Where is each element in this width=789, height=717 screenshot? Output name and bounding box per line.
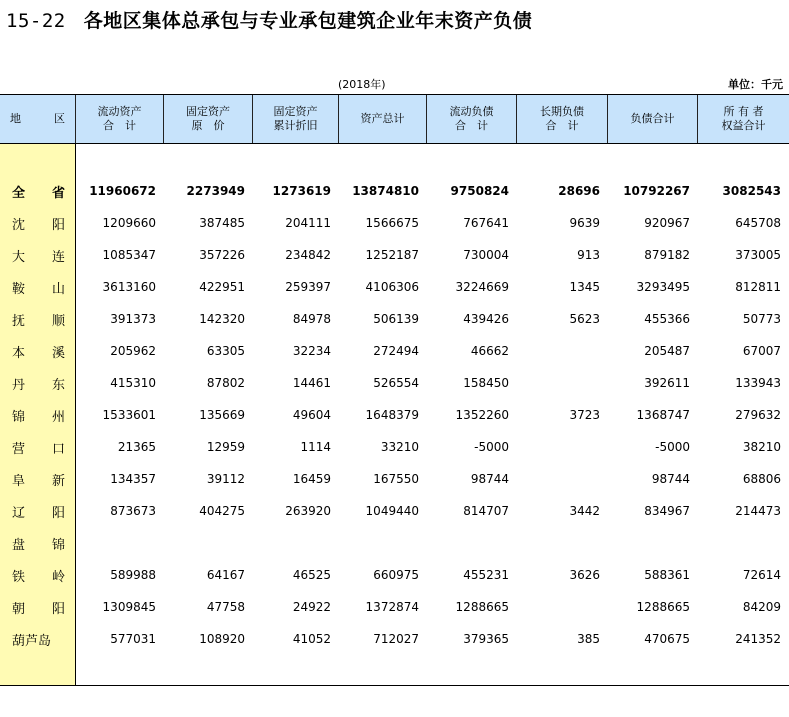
region-label: 铁 岭 (12, 569, 65, 585)
table-cell: 32234 (292, 344, 331, 358)
table-cell: 39112 (206, 472, 245, 486)
region-column (0, 144, 76, 685)
table-cell: 98744 (651, 472, 690, 486)
table-cell: 46525 (292, 568, 331, 582)
page-title (6, 6, 532, 33)
table-cell: 577031 (110, 632, 156, 646)
table-row (76, 175, 789, 207)
table-cell: 913 (577, 248, 600, 262)
table-cell: 234842 (285, 248, 331, 262)
table-cell: 1273619 (272, 184, 331, 198)
table-cell: 1288665 (455, 600, 509, 614)
table-cell: 13874810 (352, 184, 419, 198)
table-header (0, 94, 789, 144)
table-cell: 526554 (373, 376, 419, 390)
table-cell: -5000 (474, 440, 509, 454)
table-cell: 1049440 (365, 504, 419, 518)
table-row (76, 207, 789, 239)
table-cell: 10792267 (623, 184, 690, 198)
table-cell: 404275 (199, 504, 245, 518)
header-total-assets: 资产总计 (339, 95, 427, 143)
table-row (76, 335, 789, 367)
table-cell: 108920 (199, 632, 245, 646)
table-cell: 214473 (735, 504, 781, 518)
table-cell: 3082543 (722, 184, 781, 198)
header-accumulated-depreciation: 固定资产 累计折旧 (253, 95, 339, 143)
region-label: 全 省 (12, 185, 65, 201)
table-cell: 1352260 (455, 408, 509, 422)
table-cell: 392611 (644, 376, 690, 390)
table-cell: 68806 (742, 472, 781, 486)
header-current-liabilities: 流动负债 合 计 (427, 95, 517, 143)
table-cell: 439426 (463, 312, 509, 326)
table-cell: 21365 (117, 440, 156, 454)
table-cell: 14461 (292, 376, 331, 390)
table-row (76, 527, 789, 559)
table-body (0, 144, 789, 686)
table-cell: 158450 (463, 376, 509, 390)
table-cell: 72614 (742, 568, 781, 582)
table-cell: 470675 (644, 632, 690, 646)
table-cell: 47758 (206, 600, 245, 614)
table-cell: 241352 (735, 632, 781, 646)
table-cell: 272494 (373, 344, 419, 358)
table-cell: 588361 (644, 568, 690, 582)
table-cell: 455366 (644, 312, 690, 326)
table-cell: 49604 (292, 408, 331, 422)
data-table (0, 94, 789, 686)
table-cell: 3293495 (636, 280, 690, 294)
table-cell: 645708 (735, 216, 781, 230)
table-cell: 134357 (110, 472, 156, 486)
region-label: 本 溪 (12, 345, 65, 361)
table-cell: 1288665 (636, 600, 690, 614)
table-row (76, 495, 789, 527)
table-cell: 3442 (569, 504, 600, 518)
table-cell: 506139 (373, 312, 419, 326)
table-cell: 46662 (470, 344, 509, 358)
header-owners-equity: 所 有 者 权益合计 (721, 105, 766, 132)
table-cell: 767641 (463, 216, 509, 230)
table-cell: 660975 (373, 568, 419, 582)
table-cell: 1368747 (636, 408, 690, 422)
table-cell: 834967 (644, 504, 690, 518)
table-cell: 2273949 (186, 184, 245, 198)
table-cell: 1252187 (365, 248, 419, 262)
region-label: 朝 阳 (12, 601, 65, 617)
table-cell: 259397 (285, 280, 331, 294)
header-long-term-liabilities: 长期负债 合 计 (517, 95, 608, 143)
table-cell: 422951 (199, 280, 245, 294)
region-label: 鞍 山 (12, 281, 65, 297)
table-cell: 33210 (380, 440, 419, 454)
table-row (76, 303, 789, 335)
table-row (76, 431, 789, 463)
region-label: 营 口 (12, 441, 65, 457)
table-cell: 133943 (735, 376, 781, 390)
table-cell: 373005 (735, 248, 781, 262)
region-label: 盘 锦 (12, 537, 65, 553)
table-cell: 357226 (199, 248, 245, 262)
table-cell: 1566675 (365, 216, 419, 230)
table-cell: 87802 (206, 376, 245, 390)
table-cell: 16459 (292, 472, 331, 486)
table-cell: 1085347 (102, 248, 156, 262)
unit-label: 单位：千元 (728, 78, 783, 91)
header-region: 地 区 (0, 95, 76, 143)
table-cell: 167550 (373, 472, 419, 486)
table-cell: 3224669 (455, 280, 509, 294)
table-cell: 63305 (206, 344, 245, 358)
table-cell: 67007 (742, 344, 781, 358)
table-cell: 415310 (110, 376, 156, 390)
region-label: 锦 州 (12, 409, 65, 425)
table-cell: 205487 (644, 344, 690, 358)
table-row (76, 239, 789, 271)
table-cell: 38210 (742, 440, 781, 454)
table-cell: 385 (577, 632, 600, 646)
region-label: 大 连 (12, 249, 65, 265)
region-label: 丹 东 (12, 377, 65, 393)
header-total-liabilities: 负债合计 (608, 95, 698, 143)
table-row (76, 623, 789, 655)
table-row (76, 559, 789, 591)
table-cell: 1648379 (365, 408, 419, 422)
table-cell: 814707 (463, 504, 509, 518)
table-cell: 387485 (199, 216, 245, 230)
year-label: (2018年) (338, 78, 386, 91)
table-cell: 24922 (292, 600, 331, 614)
table-row (76, 271, 789, 303)
table-cell: 263920 (285, 504, 331, 518)
region-label: 辽 阳 (12, 505, 65, 521)
table-cell: 64167 (206, 568, 245, 582)
table-cell: 98744 (470, 472, 509, 486)
table-cell: 1372874 (365, 600, 419, 614)
table-cell: 812811 (735, 280, 781, 294)
table-cell: 205962 (110, 344, 156, 358)
header-current-assets: 流动资产 合 计 (76, 95, 164, 143)
table-cell: 135669 (199, 408, 245, 422)
table-cell: 9750824 (450, 184, 509, 198)
table-cell: 379365 (463, 632, 509, 646)
header-fixed-assets-original: 固定资产 原 价 (164, 95, 253, 143)
table-cell: 28696 (558, 184, 600, 198)
table-cell: 730004 (463, 248, 509, 262)
table-title: 各地区集体总承包与专业承包建筑企业年末资产负债 (83, 10, 533, 32)
table-cell: 9639 (569, 216, 600, 230)
table-cell: 279632 (735, 408, 781, 422)
values-area (76, 144, 789, 685)
table-row (76, 463, 789, 495)
table-cell: 920967 (644, 216, 690, 230)
region-label: 葫芦岛 (12, 633, 52, 649)
table-cell: 712027 (373, 632, 419, 646)
table-row (76, 591, 789, 623)
table-cell: 589988 (110, 568, 156, 582)
table-cell: -5000 (655, 440, 690, 454)
table-cell: 391373 (110, 312, 156, 326)
table-cell: 1533601 (102, 408, 156, 422)
table-cell: 1114 (300, 440, 331, 454)
region-label: 沈 阳 (12, 217, 65, 233)
table-row (76, 367, 789, 399)
table-cell: 3613160 (102, 280, 156, 294)
table-cell: 142320 (199, 312, 245, 326)
table-number: 15-22 (6, 10, 66, 32)
region-label: 抚 顺 (12, 313, 65, 329)
table-cell: 1345 (569, 280, 600, 294)
table-cell: 879182 (644, 248, 690, 262)
region-label: 阜 新 (12, 473, 65, 489)
table-cell: 84978 (292, 312, 331, 326)
table-cell: 12959 (206, 440, 245, 454)
table-cell: 11960672 (89, 184, 156, 198)
table-cell: 873673 (110, 504, 156, 518)
table-cell: 4106306 (365, 280, 419, 294)
table-cell: 84209 (742, 600, 781, 614)
table-cell: 3626 (569, 568, 600, 582)
table-cell: 1309845 (102, 600, 156, 614)
table-cell: 3723 (569, 408, 600, 422)
table-cell: 41052 (292, 632, 331, 646)
table-row (76, 399, 789, 431)
table-cell: 5623 (569, 312, 600, 326)
table-cell: 455231 (463, 568, 509, 582)
table-cell: 204111 (285, 216, 331, 230)
table-cell: 1209660 (102, 216, 156, 230)
table-cell: 50773 (742, 312, 781, 326)
